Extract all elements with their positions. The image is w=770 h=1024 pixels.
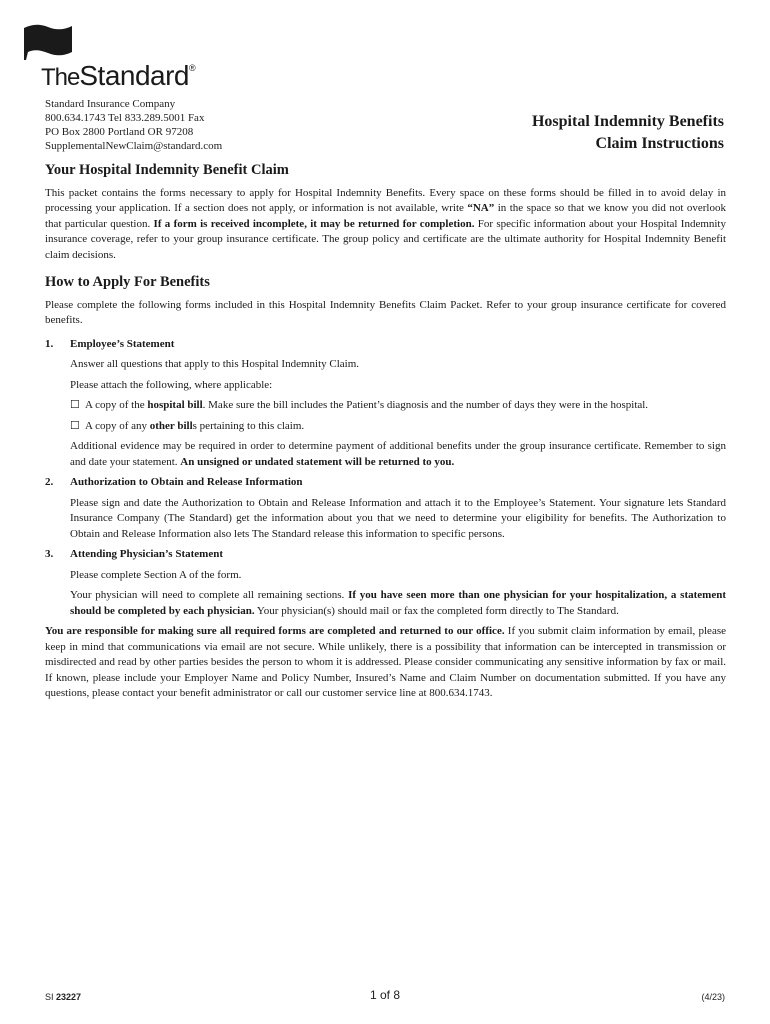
checkbox-icon: ☐: [70, 399, 80, 411]
company-email[interactable]: SupplementalNewClaim@standard.com: [45, 140, 223, 152]
step-number: 1.: [45, 337, 54, 350]
main-content: [45, 163, 726, 702]
company-name: Standard Insurance Company: [45, 98, 176, 110]
intro-heading: Your Hospital Indemnity Benefit Claim: [45, 162, 289, 178]
how-to-intro: Please complete the following forms included in this Hospital Indemnity Benefits Claim Packet. Refer to your group insurance certificate for covered benefits.: [45, 298, 726, 326]
flag-logo-icon: [22, 22, 74, 65]
step-authorization: 2. Authorization to Obtain and Release Information Please sign and date the Authorization to Obtain and Release Information and attach it to the Employee’s Statement. Your signature lets Standard Insurance Company (The Standard) get the information about you that we need to determine your eligibility for benefits. The Authorization to Obtain and Release Information also lets The Standard release this information to specific persons.: [45, 476, 726, 540]
form-number: SI 23227: [45, 992, 82, 1002]
step-physician-statement: 3. Attending Physician’s Statement Please complete Section A of the form. Your physician will need to complete all remaining sections. If you have seen more than one physician for your hospitalization, a statement should be completed by each physician. Your physician(s) should mail or fax the completed form directly to The Standard.: [45, 548, 726, 617]
step-title: Employee’s Statement: [70, 337, 175, 350]
how-to-heading: How to Apply For Benefits: [45, 274, 210, 290]
closing-paragraph: You are responsible for making sure all required forms are completed and returned to our office. If you submit claim information by email, please keep in mind that communications via email are not secure. While unlikely, there is a possibility that information can be intercepted in transmission or misdirected and read by other parties besides the person to whom it is addressed. Please consider communicating any sensitive information by fax or mail. If known, please include your Employer Name and Policy Number, Insured’s Name and Claim Number on documentation submitted. If you have any questions, please contact your benefit administrator or call our customer service line at 800.634.1743.: [45, 625, 726, 699]
checklist-item: ☐ A copy of the hospital bill. Make sure the bill includes the Patient’s diagnosis and the number of days they were in the hospital.: [70, 398, 726, 414]
company-phone: 800.634.1743 Tel 833.289.5001 Fax: [45, 112, 205, 124]
step-employee-statement: 1. Employee’s Statement Answer all questions that apply to this Hospital Indemnity Claim. Please attach the following, where applicable: ☐ A copy of the hospital bill. Make sure the bill includes the Patient’s diagnosis and the number of days they were in the hospital. ☐ A copy of any other bills pertaining to this claim. Additional evidence may be required in order to determine payment of additional benefits under the group insurance certificate. Remember to sign and date your statement. An unsigned or undated statement will be returned to you.: [45, 337, 726, 468]
step-title: Attending Physician’s Statement: [70, 548, 223, 560]
logo-wordmark: TheStandard®: [41, 60, 196, 91]
checkbox-icon: ☐: [70, 419, 80, 432]
checklist-item: ☐ A copy of any other bills pertaining to this claim.: [70, 419, 726, 435]
step-number: 2.: [45, 476, 54, 488]
page-number: 1 of 8: [369, 988, 401, 1002]
company-contact: [45, 97, 222, 153]
revision-date: (4/23): [701, 992, 725, 1002]
step-number: 3.: [45, 548, 54, 560]
company-address: PO Box 2800 Portland OR 97208: [45, 126, 194, 138]
document-title: Hospital Indemnity Benefits Claim Instructions: [531, 113, 724, 152]
intro-paragraph: This packet contains the forms necessary to apply for Hospital Indemnity Benefits. Every space on these forms should be filled in to avoid delay in processing your application. If a section does not apply, or information is not available, write “NA” in the space so that we know you did not overlook that particular question. If a form is received incomplete, it may be returned for completion. For specific information about your Hospital Indemnity insurance coverage, refer to your group insurance certificate. The group policy and certificate are the ultimate authority for Hospital Indemnity Benefit claim decisions.: [45, 186, 726, 261]
step-title: Authorization to Obtain and Release Information: [70, 476, 303, 488]
